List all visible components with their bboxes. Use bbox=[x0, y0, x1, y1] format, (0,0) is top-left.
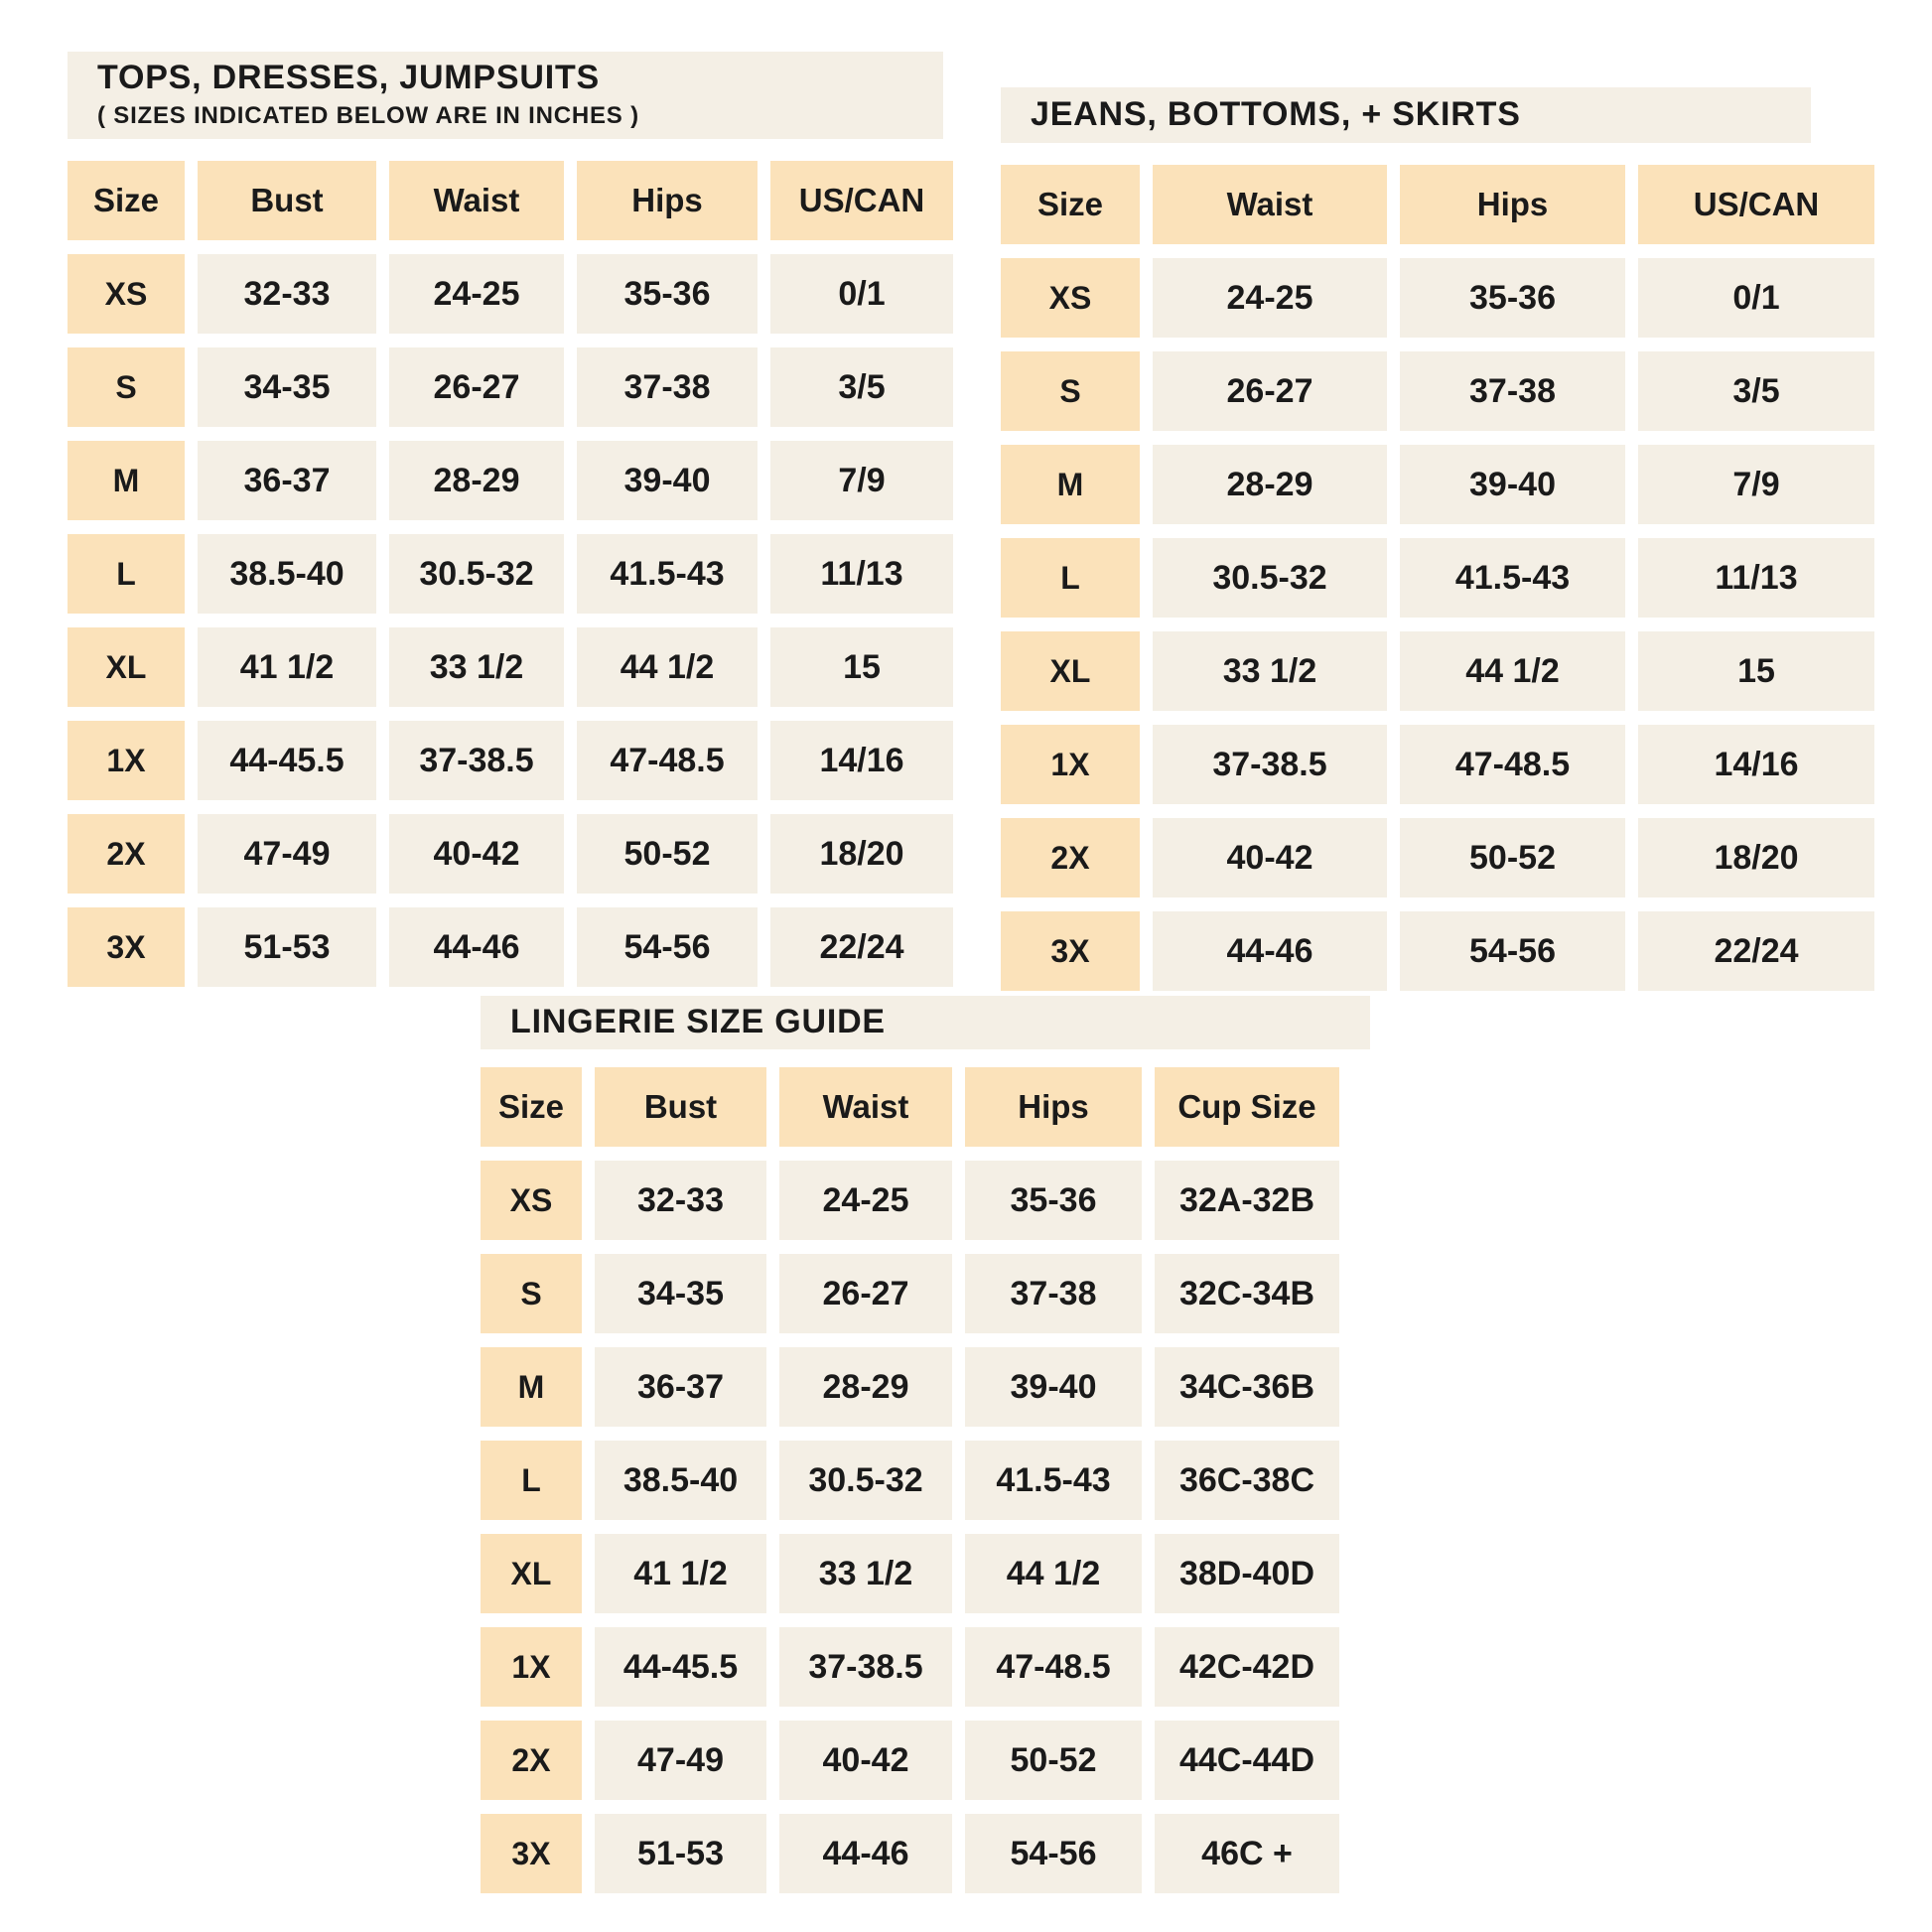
jeans-header-size: Size bbox=[1001, 165, 1140, 244]
lingerie-value-cell: 35-36 bbox=[965, 1161, 1142, 1240]
lingerie-value-cell: 44 1/2 bbox=[965, 1534, 1142, 1613]
lingerie-value-cell: 46C + bbox=[1155, 1814, 1339, 1893]
tops-value-cell: 11/13 bbox=[770, 534, 953, 614]
lingerie-value-cell: 34-35 bbox=[595, 1254, 766, 1333]
jeans-value-cell: 3/5 bbox=[1638, 351, 1874, 431]
lingerie-value-cell: 24-25 bbox=[779, 1161, 952, 1240]
lingerie-value-cell: 47-48.5 bbox=[965, 1627, 1142, 1707]
lingerie-header-hips: Hips bbox=[965, 1067, 1142, 1147]
tops-value-cell: 22/24 bbox=[770, 907, 953, 987]
tops-value-cell: 7/9 bbox=[770, 441, 953, 520]
lingerie-title: LINGERIE SIZE GUIDE bbox=[510, 1003, 886, 1041]
lingerie-size-cell: 1X bbox=[481, 1627, 582, 1707]
tops-value-cell: 44-45.5 bbox=[198, 721, 376, 800]
tops-value-cell: 33 1/2 bbox=[389, 627, 564, 707]
tops-value-cell: 0/1 bbox=[770, 254, 953, 334]
tops-header-hips: Hips bbox=[577, 161, 758, 240]
jeans-table bbox=[1001, 165, 1874, 991]
lingerie-value-cell: 54-56 bbox=[965, 1814, 1142, 1893]
lingerie-value-cell: 39-40 bbox=[965, 1347, 1142, 1427]
lingerie-size-cell: XS bbox=[481, 1161, 582, 1240]
lingerie-value-cell: 32-33 bbox=[595, 1161, 766, 1240]
lingerie-header-waist: Waist bbox=[779, 1067, 952, 1147]
jeans-value-cell: 22/24 bbox=[1638, 911, 1874, 991]
tops-header-us-can: US/CAN bbox=[770, 161, 953, 240]
tops-value-cell: 54-56 bbox=[577, 907, 758, 987]
tops-value-cell: 15 bbox=[770, 627, 953, 707]
tops-size-cell: XL bbox=[68, 627, 185, 707]
lingerie-value-cell: 38.5-40 bbox=[595, 1441, 766, 1520]
lingerie-size-guide-section bbox=[481, 996, 1370, 1893]
jeans-value-cell: 11/13 bbox=[1638, 538, 1874, 618]
lingerie-value-cell: 41 1/2 bbox=[595, 1534, 766, 1613]
jeans-value-cell: 0/1 bbox=[1638, 258, 1874, 338]
lingerie-value-cell: 34C-36B bbox=[1155, 1347, 1339, 1427]
lingerie-value-cell: 36C-38C bbox=[1155, 1441, 1339, 1520]
tops-subtitle: ( SIZES INDICATED BELOW ARE IN INCHES ) bbox=[97, 101, 639, 129]
tops-value-cell: 24-25 bbox=[389, 254, 564, 334]
lingerie-value-cell: 51-53 bbox=[595, 1814, 766, 1893]
lingerie-size-cell: XL bbox=[481, 1534, 582, 1613]
tops-size-cell: 2X bbox=[68, 814, 185, 894]
jeans-header-waist: Waist bbox=[1153, 165, 1387, 244]
jeans-header-us-can: US/CAN bbox=[1638, 165, 1874, 244]
jeans-value-cell: 37-38 bbox=[1400, 351, 1625, 431]
lingerie-value-cell: 47-49 bbox=[595, 1721, 766, 1800]
tops-value-cell: 41.5-43 bbox=[577, 534, 758, 614]
lingerie-size-cell: 2X bbox=[481, 1721, 582, 1800]
tops-value-cell: 30.5-32 bbox=[389, 534, 564, 614]
tops-header-size: Size bbox=[68, 161, 185, 240]
lingerie-value-cell: 36-37 bbox=[595, 1347, 766, 1427]
jeans-value-cell: 14/16 bbox=[1638, 725, 1874, 804]
lingerie-value-cell: 42C-42D bbox=[1155, 1627, 1339, 1707]
jeans-value-cell: 30.5-32 bbox=[1153, 538, 1387, 618]
tops-value-cell: 40-42 bbox=[389, 814, 564, 894]
lingerie-value-cell: 38D-40D bbox=[1155, 1534, 1339, 1613]
lingerie-header-size: Size bbox=[481, 1067, 582, 1147]
tops-size-cell: XS bbox=[68, 254, 185, 334]
jeans-value-cell: 37-38.5 bbox=[1153, 725, 1387, 804]
tops-table bbox=[68, 161, 953, 987]
tops-value-cell: 35-36 bbox=[577, 254, 758, 334]
lingerie-title-bar bbox=[481, 996, 1370, 1049]
jeans-value-cell: 44-46 bbox=[1153, 911, 1387, 991]
lingerie-value-cell: 44C-44D bbox=[1155, 1721, 1339, 1800]
lingerie-value-cell: 30.5-32 bbox=[779, 1441, 952, 1520]
tops-value-cell: 37-38.5 bbox=[389, 721, 564, 800]
jeans-value-cell: 35-36 bbox=[1400, 258, 1625, 338]
tops-value-cell: 44-46 bbox=[389, 907, 564, 987]
jeans-value-cell: 39-40 bbox=[1400, 445, 1625, 524]
lingerie-value-cell: 50-52 bbox=[965, 1721, 1142, 1800]
jeans-value-cell: 41.5-43 bbox=[1400, 538, 1625, 618]
tops-title-bar bbox=[68, 52, 943, 139]
jeans-size-cell: 1X bbox=[1001, 725, 1140, 804]
tops-value-cell: 34-35 bbox=[198, 347, 376, 427]
lingerie-value-cell: 32C-34B bbox=[1155, 1254, 1339, 1333]
lingerie-value-cell: 33 1/2 bbox=[779, 1534, 952, 1613]
jeans-value-cell: 18/20 bbox=[1638, 818, 1874, 897]
lingerie-size-cell: S bbox=[481, 1254, 582, 1333]
tops-size-cell: S bbox=[68, 347, 185, 427]
tops-size-cell: 3X bbox=[68, 907, 185, 987]
lingerie-value-cell: 40-42 bbox=[779, 1721, 952, 1800]
tops-value-cell: 41 1/2 bbox=[198, 627, 376, 707]
jeans-size-cell: XL bbox=[1001, 631, 1140, 711]
lingerie-value-cell: 32A-32B bbox=[1155, 1161, 1339, 1240]
jeans-size-cell: 2X bbox=[1001, 818, 1140, 897]
lingerie-value-cell: 37-38.5 bbox=[779, 1627, 952, 1707]
jeans-value-cell: 54-56 bbox=[1400, 911, 1625, 991]
tops-value-cell: 39-40 bbox=[577, 441, 758, 520]
jeans-value-cell: 44 1/2 bbox=[1400, 631, 1625, 711]
tops-dresses-jumpsuits-section bbox=[68, 52, 953, 987]
jeans-size-cell: M bbox=[1001, 445, 1140, 524]
jeans-size-cell: 3X bbox=[1001, 911, 1140, 991]
jeans-value-cell: 7/9 bbox=[1638, 445, 1874, 524]
jeans-value-cell: 26-27 bbox=[1153, 351, 1387, 431]
lingerie-size-cell: 3X bbox=[481, 1814, 582, 1893]
lingerie-header-cup-size: Cup Size bbox=[1155, 1067, 1339, 1147]
jeans-size-cell: S bbox=[1001, 351, 1140, 431]
lingerie-size-cell: L bbox=[481, 1441, 582, 1520]
jeans-value-cell: 28-29 bbox=[1153, 445, 1387, 524]
tops-size-cell: M bbox=[68, 441, 185, 520]
tops-value-cell: 32-33 bbox=[198, 254, 376, 334]
lingerie-value-cell: 37-38 bbox=[965, 1254, 1142, 1333]
jeans-bottoms-skirts-section bbox=[1001, 87, 1874, 991]
tops-value-cell: 18/20 bbox=[770, 814, 953, 894]
tops-value-cell: 3/5 bbox=[770, 347, 953, 427]
jeans-title-bar bbox=[1001, 87, 1811, 143]
tops-size-cell: 1X bbox=[68, 721, 185, 800]
jeans-value-cell: 33 1/2 bbox=[1153, 631, 1387, 711]
jeans-value-cell: 47-48.5 bbox=[1400, 725, 1625, 804]
tops-header-waist: Waist bbox=[389, 161, 564, 240]
lingerie-value-cell: 44-45.5 bbox=[595, 1627, 766, 1707]
jeans-header-hips: Hips bbox=[1400, 165, 1625, 244]
tops-header-bust: Bust bbox=[198, 161, 376, 240]
tops-value-cell: 14/16 bbox=[770, 721, 953, 800]
lingerie-header-bust: Bust bbox=[595, 1067, 766, 1147]
jeans-size-cell: L bbox=[1001, 538, 1140, 618]
tops-value-cell: 38.5-40 bbox=[198, 534, 376, 614]
jeans-value-cell: 40-42 bbox=[1153, 818, 1387, 897]
tops-value-cell: 47-48.5 bbox=[577, 721, 758, 800]
jeans-value-cell: 24-25 bbox=[1153, 258, 1387, 338]
lingerie-value-cell: 41.5-43 bbox=[965, 1441, 1142, 1520]
tops-value-cell: 28-29 bbox=[389, 441, 564, 520]
lingerie-value-cell: 26-27 bbox=[779, 1254, 952, 1333]
jeans-title: JEANS, BOTTOMS, + SKIRTS bbox=[1031, 95, 1521, 134]
tops-title: TOPS, DRESSES, JUMPSUITS bbox=[97, 59, 601, 97]
lingerie-table bbox=[481, 1067, 1370, 1893]
jeans-value-cell: 50-52 bbox=[1400, 818, 1625, 897]
tops-value-cell: 47-49 bbox=[198, 814, 376, 894]
jeans-value-cell: 15 bbox=[1638, 631, 1874, 711]
tops-value-cell: 37-38 bbox=[577, 347, 758, 427]
tops-value-cell: 51-53 bbox=[198, 907, 376, 987]
lingerie-size-cell: M bbox=[481, 1347, 582, 1427]
tops-size-cell: L bbox=[68, 534, 185, 614]
tops-value-cell: 44 1/2 bbox=[577, 627, 758, 707]
jeans-size-cell: XS bbox=[1001, 258, 1140, 338]
tops-value-cell: 50-52 bbox=[577, 814, 758, 894]
tops-value-cell: 36-37 bbox=[198, 441, 376, 520]
tops-value-cell: 26-27 bbox=[389, 347, 564, 427]
lingerie-value-cell: 44-46 bbox=[779, 1814, 952, 1893]
lingerie-value-cell: 28-29 bbox=[779, 1347, 952, 1427]
